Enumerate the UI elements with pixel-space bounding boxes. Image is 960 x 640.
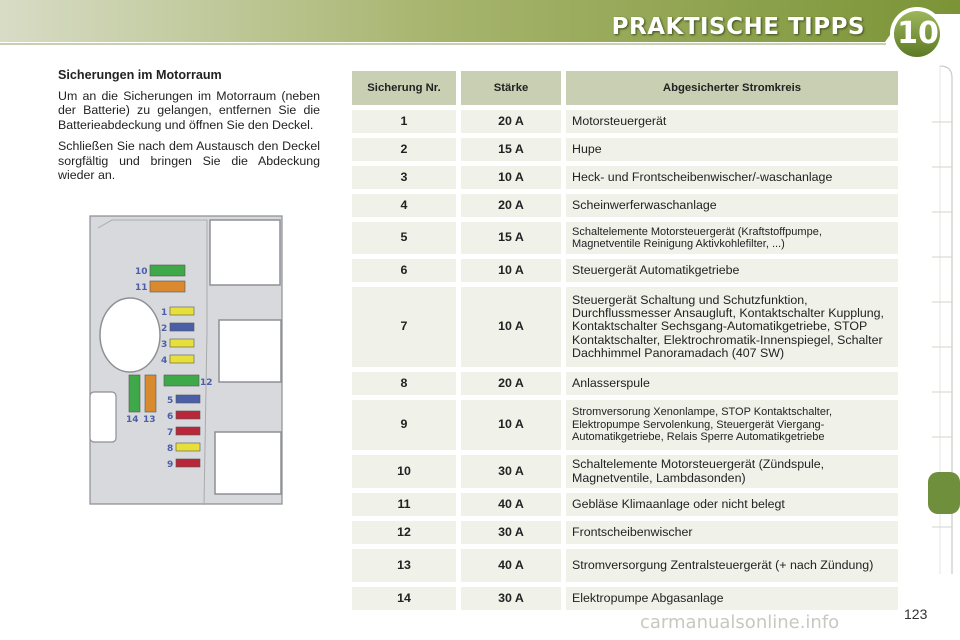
column-header-fuse-number: Sicherung Nr. bbox=[352, 71, 456, 105]
active-chapter-tab bbox=[928, 472, 960, 514]
fuse-rating-cell: 20 A bbox=[461, 194, 561, 217]
fuse-table bbox=[347, 66, 903, 615]
fuse-number-cell: 14 bbox=[352, 587, 456, 610]
table-row bbox=[352, 110, 898, 133]
fuse-circuit-cell: Frontscheibenwischer bbox=[566, 521, 898, 544]
svg-text:7: 7 bbox=[167, 428, 174, 438]
fuse-number-cell: 4 bbox=[352, 194, 456, 217]
fuse-rating-cell: 10 A bbox=[461, 400, 561, 450]
fuse-rating-cell: 40 A bbox=[461, 549, 561, 582]
fuse-number-cell: 13 bbox=[352, 549, 456, 582]
fuse-circuit-cell: Schaltelemente Motorsteuergerät (Kraftstoffpumpe, Magnetventile Reinigung Aktivkohlefilter, ...) bbox=[566, 222, 898, 254]
page-title: PRAKTISCHE TIPPS bbox=[611, 14, 865, 40]
intro-paragraph-2: Schließen Sie nach dem Austausch den Deckel sorgfältig und bringen Sie die Abdeckung wieder an. bbox=[58, 138, 320, 183]
intro-section bbox=[58, 68, 320, 189]
fuse-number-cell: 7 bbox=[352, 287, 456, 367]
fuse-box-diagram bbox=[82, 210, 292, 515]
table-row bbox=[352, 166, 898, 189]
fuse-circuit-cell: Motorsteuergerät bbox=[566, 110, 898, 133]
table-row bbox=[352, 493, 898, 516]
fuse-box-illustration bbox=[82, 210, 292, 510]
fuse-rating-cell: 40 A bbox=[461, 493, 561, 516]
fuse-rating-cell: 15 A bbox=[461, 222, 561, 254]
fuse-circuit-cell: Gebläse Klimaanlage oder nicht belegt bbox=[566, 493, 898, 516]
fuse-number-cell: 5 bbox=[352, 222, 456, 254]
svg-text:1: 1 bbox=[161, 308, 168, 318]
svg-text:12: 12 bbox=[200, 378, 213, 388]
fuse-rating-cell: 10 A bbox=[461, 287, 561, 367]
fuse-number-cell: 3 bbox=[352, 166, 456, 189]
column-header-circuit: Abgesicherter Stromkreis bbox=[566, 71, 898, 105]
table-row bbox=[352, 549, 898, 582]
fuse-circuit-cell: Heck- und Frontscheibenwischer/-waschanlage bbox=[566, 166, 898, 189]
intro-paragraph-1: Um an die Sicherungen im Motorraum (neben der Batterie) zu gelangen, entfernen Sie die Batterieabdeckung und öffnen Sie den Deckel. bbox=[58, 88, 320, 133]
fuse-rating-cell: 30 A bbox=[461, 587, 561, 610]
svg-text:8: 8 bbox=[167, 444, 174, 454]
fuse-rating-cell: 20 A bbox=[461, 372, 561, 395]
table-row bbox=[352, 455, 898, 488]
fuse-circuit-cell: Stromversorgung Zentralsteuergerät (+ nach Zündung) bbox=[566, 549, 898, 582]
fuse-label-10: 10 bbox=[135, 267, 148, 277]
table-row bbox=[352, 138, 898, 161]
fuse-circuit-cell: Steuergerät Automatikgetriebe bbox=[566, 259, 898, 282]
chapter-number-badge: 10 bbox=[897, 16, 939, 51]
svg-text:5: 5 bbox=[167, 396, 174, 406]
column-header-rating: Stärke bbox=[461, 71, 561, 105]
table-row bbox=[352, 222, 898, 254]
fuse-number-cell: 11 bbox=[352, 493, 456, 516]
table-row bbox=[352, 259, 898, 282]
fuse-label-11: 11 bbox=[135, 283, 148, 293]
page-header bbox=[0, 0, 960, 62]
fuse-circuit-cell: Anlasserspule bbox=[566, 372, 898, 395]
fuse-rating-cell: 15 A bbox=[461, 138, 561, 161]
fuse-number-cell: 1 bbox=[352, 110, 456, 133]
table-row bbox=[352, 587, 898, 610]
svg-text:13: 13 bbox=[143, 415, 156, 425]
chapter-tabs bbox=[926, 62, 960, 582]
fuse-circuit-cell: Elektropumpe Abgasanlage bbox=[566, 587, 898, 610]
watermark: carmanualsonline.info bbox=[640, 612, 840, 633]
svg-text:6: 6 bbox=[167, 412, 174, 422]
table-row bbox=[352, 287, 898, 367]
fuse-rating-cell: 20 A bbox=[461, 110, 561, 133]
fuse-number-cell: 2 bbox=[352, 138, 456, 161]
fuse-number-cell: 10 bbox=[352, 455, 456, 488]
fuse-circuit-cell: Stromversorung Xenonlampe, STOP Kontaktschalter, Elektropumpe Servolenkung, Steuergerät Viergang-Automatikgetriebe, Relais Sperre Automatikgetriebe bbox=[566, 400, 898, 450]
fuse-number-cell: 9 bbox=[352, 400, 456, 450]
fuse-circuit-cell: Schaltelemente Motorsteuergerät (Zündspule, Magnetventile, Lambdasonden) bbox=[566, 455, 898, 488]
table-row bbox=[352, 194, 898, 217]
table-header-row bbox=[352, 71, 898, 105]
svg-text:3: 3 bbox=[161, 340, 168, 350]
chapter-tab-sidebar bbox=[926, 62, 960, 582]
fuse-rating-cell: 30 A bbox=[461, 521, 561, 544]
page-number: 123 bbox=[904, 606, 928, 622]
svg-text:9: 9 bbox=[167, 460, 174, 470]
section-heading: Sicherungen im Motorraum bbox=[58, 68, 222, 82]
svg-text:2: 2 bbox=[161, 324, 168, 334]
fuse-rating-cell: 30 A bbox=[461, 455, 561, 488]
fuse-rating-cell: 10 A bbox=[461, 166, 561, 189]
fuse-number-cell: 8 bbox=[352, 372, 456, 395]
fuse-circuit-cell: Scheinwerferwaschanlage bbox=[566, 194, 898, 217]
fuse-rating-cell: 10 A bbox=[461, 259, 561, 282]
table-row bbox=[352, 400, 898, 450]
fuse-circuit-cell: Hupe bbox=[566, 138, 898, 161]
svg-text:4: 4 bbox=[161, 356, 168, 366]
fuse-circuit-cell: Steuergerät Schaltung und Schutzfunktion, Durchflussmesser Ansaugluft, Kontaktschalter Kupplung, Kontaktschalter Sechsgang-Automatikgetriebe, STOP Kontaktschalter, Elektrochromatik-Innenspiegel, Schalter Dachhimmel Panoramadach (407 SW) bbox=[566, 287, 898, 367]
svg-text:14: 14 bbox=[126, 415, 139, 425]
table-row bbox=[352, 372, 898, 395]
table-row bbox=[352, 521, 898, 544]
fuse-number-cell: 12 bbox=[352, 521, 456, 544]
fuse-number-cell: 6 bbox=[352, 259, 456, 282]
